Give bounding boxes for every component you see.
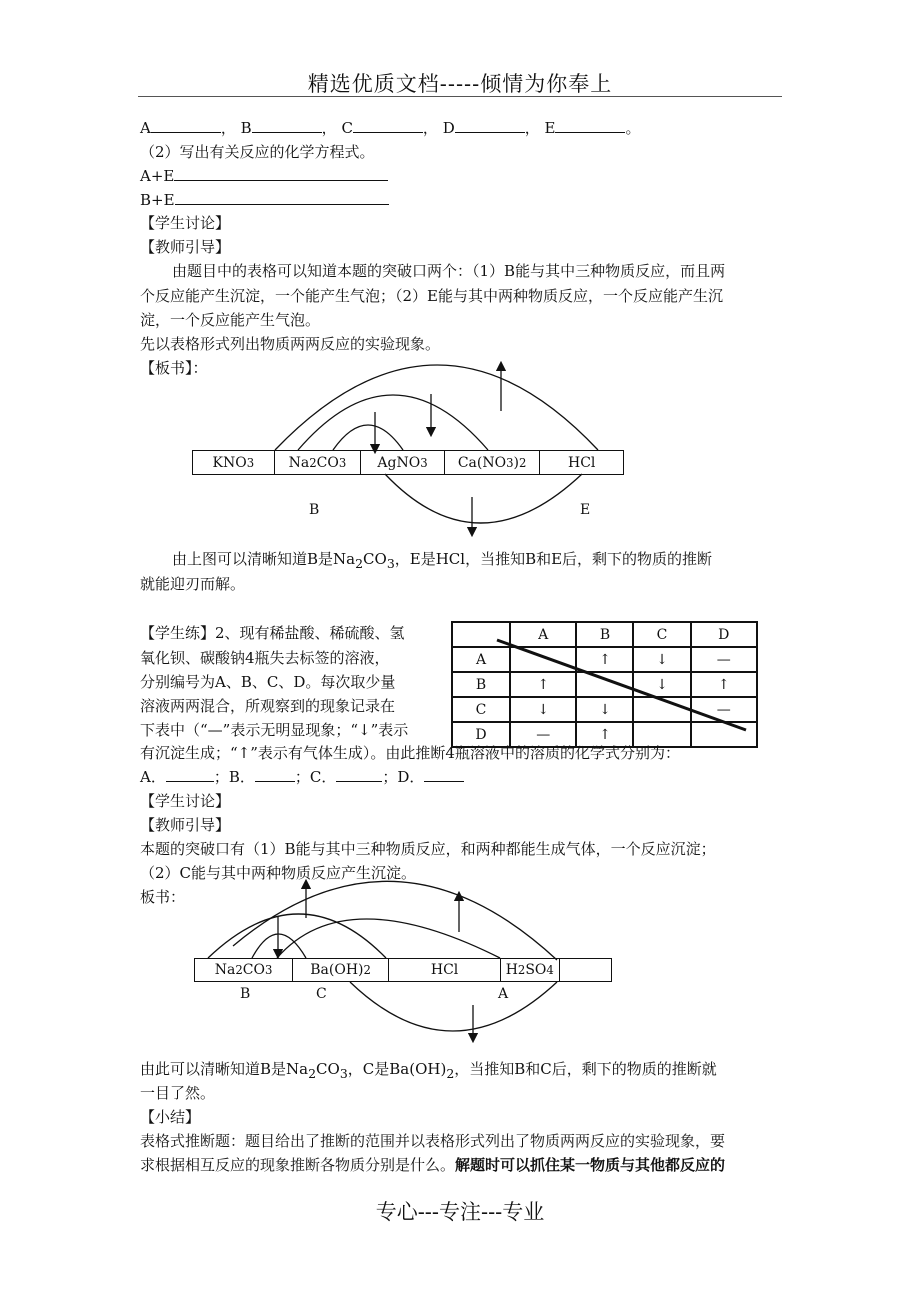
guide-text-3: 淀，一个反应能产生气泡。: [140, 311, 321, 329]
table-header-b: B: [576, 622, 633, 647]
arc-na2co3-hcl-2: [208, 914, 386, 958]
guide2-text-1: 本题的突破口有（1）B能与其中三种物质反应，和两种都能生成气体，一个反应沉淀；: [140, 840, 716, 858]
table-header-blank: [452, 622, 510, 647]
guide-text-4: 先以表格形式列出物质两两反应的实验现象。: [140, 335, 441, 353]
table-header-d: D: [691, 622, 757, 647]
board-label-1: 【板书】：: [140, 359, 208, 377]
guide-text-2: 个反应能产生沉淀，一个能产生气泡；（2）E能与其中两种物质反应，一个反应能产生沉: [140, 287, 723, 305]
reaction-table: [451, 621, 758, 748]
table-row-label: B: [452, 672, 510, 697]
table-cell: ↑: [576, 647, 633, 672]
cell-na2co3-2: Na 2 CO 3: [195, 959, 293, 981]
table-header-a: A: [510, 622, 576, 647]
practice-line-3: 分别编号为A、B、C、D。每次取少量: [140, 673, 396, 691]
label-a: A: [140, 119, 151, 137]
arc-baoh2-h2so4-top: [277, 919, 500, 958]
arc-baoh2-h2so4: [350, 982, 557, 1031]
teacher-guide-1: 【教师引导】: [140, 238, 231, 256]
guide-text-1: 由题目中的表格可以知道本题的突破口两个：（1）B能与其中三种物质反应，而且两: [172, 262, 726, 280]
page-header: 精选优质文档-----倾情为你奉上: [307, 72, 613, 96]
practice-answer-line: A． ；B． ；C． ；D．: [140, 766, 464, 787]
answer-blanks-line: A ， B ， C ， D ， E 。: [140, 119, 641, 137]
table-cell: ↑: [691, 672, 757, 697]
blank-practice-d[interactable]: [424, 767, 464, 782]
summary-text-1: 表格式推断题：题目给出了推断的范围并以表格形式列出了物质两两反应的实验现象，要: [140, 1132, 726, 1150]
label-b: B: [240, 119, 252, 137]
practice-line-2: 氧化钡、碳酸钠4瓶失去标签的溶液，: [140, 649, 390, 667]
q1-part2: （2）写出有关反应的化学方程式。: [140, 143, 375, 161]
table-cell: ↓: [633, 647, 690, 672]
arc-agno3-hcl: [385, 474, 582, 523]
blank-practice-c[interactable]: [336, 767, 382, 782]
table-cell: ↓: [576, 697, 633, 722]
practice-line-4: 溶液两两混合，所观察到的现象记录在: [140, 697, 396, 715]
practice-line-5: 下表中（“—”表示无明显现象；“↓”表示: [140, 721, 409, 739]
cell-empty: [560, 959, 612, 981]
table-row-label: D: [452, 722, 510, 747]
summary-title: 【小结】: [140, 1108, 201, 1126]
table-cell: [633, 722, 690, 747]
cell-hcl-2: HCl: [389, 959, 501, 981]
table-cell: —: [510, 722, 576, 747]
table-cell: ↑: [576, 722, 633, 747]
label-b-diagram2: B: [240, 986, 251, 1002]
end-mark: 。: [625, 119, 641, 137]
arc-na2co3-baoh2: [252, 934, 306, 958]
table-header-c: C: [633, 622, 690, 647]
cell-agno3: AgNO 3: [361, 451, 445, 474]
arc-na2co3-cano3: [298, 395, 488, 450]
equation-line-1: A+E: [140, 166, 388, 185]
substance-row-2: [194, 958, 612, 982]
label-c-diagram2: C: [316, 986, 327, 1002]
table-row-label: A: [452, 647, 510, 672]
teacher-guide-2: 【教师引导】: [140, 816, 231, 834]
table-cell: [633, 697, 690, 722]
table-cell: ↓: [633, 672, 690, 697]
practice-line-6: 有沉淀生成；“↑”表示有气体生成）。由此推断4瓶溶液中的溶质的化学式分别为：: [140, 744, 680, 762]
table-cell: ↓: [510, 697, 576, 722]
table-cell: —: [691, 697, 757, 722]
equation-line-2: B+E: [140, 190, 389, 209]
cell-hcl: HCl: [567, 454, 596, 471]
label-d: D: [442, 119, 455, 137]
cell-na2co3: Na 2 CO 3: [275, 451, 362, 474]
table-cell: [576, 672, 633, 697]
student-discuss-1: 【学生讨论】: [140, 214, 231, 232]
blank-practice-b[interactable]: [255, 767, 295, 782]
conclusion-1-line2: 就能迎刃而解。: [140, 575, 246, 593]
conclusion-1-line1: 由上图可以清晰知道B是$Na_2CO_3$，E是HCl，当推知B和E后，剩下的物质的推断: [172, 550, 713, 571]
arc-na2co3-agno3: [333, 425, 403, 450]
practice-line-1: 【学生练】2、现有稀盐酸、稀硫酸、氢: [140, 624, 405, 642]
label-e-diagram1: E: [580, 502, 591, 518]
guide2-text-2: （2）C能与其中两种物质反应产生沉淀。: [140, 864, 417, 882]
label-b-diagram1: B: [309, 502, 320, 518]
page-footer: 专心---专注---专业: [375, 1200, 545, 1224]
cell-h2so4: H 2 SO 4: [501, 959, 559, 981]
student-discuss-2: 【学生讨论】: [140, 792, 231, 810]
cell-baoh2: Ba(OH) 2: [293, 959, 389, 981]
table-cell: [510, 647, 576, 672]
board-label-2: 板书：: [140, 888, 186, 906]
table-row-label: C: [452, 697, 510, 722]
cell-cano32: Ca(NO 3 ) 2: [445, 451, 541, 474]
cell-kno3: KNO 3: [193, 451, 275, 474]
summary-text-2: 求根据相互反应的现象推断各物质分别是什么。解题时可以抓住某一物质与其他都反应的: [140, 1156, 726, 1174]
table-cell: —: [691, 647, 757, 672]
label-e: E: [544, 119, 556, 137]
table-cell: [691, 722, 757, 747]
conclusion-2-line1: 由此可以清晰知道B是$Na_2CO_3$，C是$Ba(OH)_2$，当推知B和C后，剩下的物质的推断就: [140, 1060, 717, 1081]
blank-practice-a[interactable]: [166, 767, 214, 782]
substance-row-1: [192, 450, 624, 475]
conclusion-2-line2: 一目了然。: [140, 1084, 216, 1102]
label-c: C: [341, 119, 353, 137]
arc-na2co3-hcl: [275, 365, 598, 450]
label-a-diagram2: A: [498, 986, 509, 1002]
table-cell: ↑: [510, 672, 576, 697]
